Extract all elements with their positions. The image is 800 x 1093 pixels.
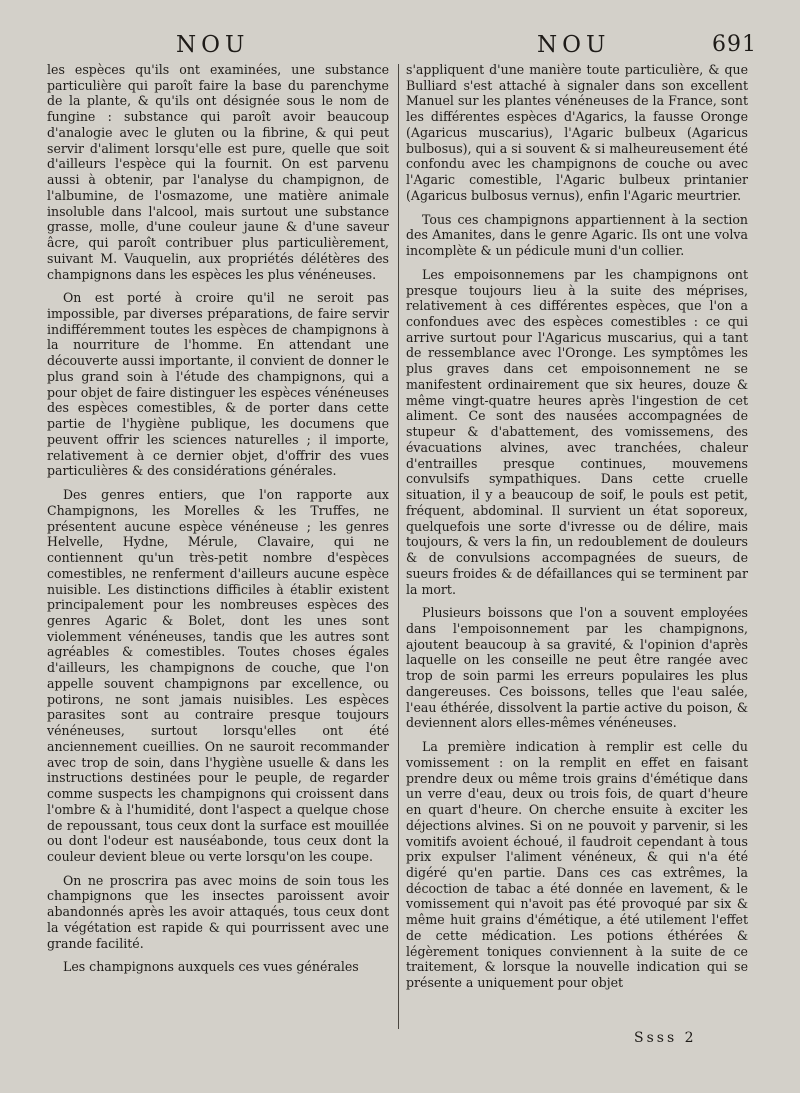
column-divider (398, 64, 399, 1029)
page-number: 691 (712, 32, 757, 57)
page-header (0, 32, 800, 62)
paragraph: On est porté à croire qu'il ne seroit pas impossible, par diverses préparations, de faire servir indifféremment toutes les espèces de champignons à la nourriture de l'homme. En attendant une découverte aussi importante, il convient de donner le plus grand soin à l'étude des champignons, qui a pour objet de faire distinguer les espèces vénéneuses des espèces comestibles, & de porter dans cette partie de l'hygiène publique, les documens que peuvent offrir les sciences naturelles ; il importe, relativement à ce dernier objet, d'offrir des vues particulières & des considérations générales. (47, 290, 389, 479)
paragraph: Les empoisonnemens par les champignons ont presque toujours lieu à la suite des méprises, relativement à ces différentes espèces, que l'on a confondues avec des espèces comestibles : ce qui arrive surtout pour l'Agaricus muscarius, qui a tant de ressemblance avec l'Oronge. Les symptômes les plus graves dans cet empoisonnement ne se manifestent ordinairement que six heures, douze & même vingt-quatre heures après l'ingestion de cet aliment. Ce sont des nausées accompagnées de stupeur & d'abattement, des vomissemens, des évacuations alvines, avec tranchées, chaleur d'entrailles presque continues, mouvemens convulsifs sympathiques. Dans cette cruelle situation, il y a beaucoup de soif, le pouls est petit, fréquent, abdominal. Il survient un état soporeux, quelquefois une sorte d'ivresse ou de délire, mais toujours, & vers la fin, un redoublement de douleurs & de convulsions accompagnées de sueurs, de sueurs froides & de défaillances qui se terminent par la mort. (406, 266, 748, 597)
signature-mark: Ssss 2 (634, 1030, 697, 1046)
paragraph: Tous ces champignons appartiennent à la section des Amanites, dans le genre Agaric. Ils ont une volva incomplète & un pédicule muni d'un collier. (406, 211, 748, 259)
running-head-right: NOU (537, 32, 611, 58)
paragraph: s'appliquent d'une manière toute particulière, & que Bulliard s'est attaché à signaler dans son excellent Manuel sur les plantes vénéneuses de la France, sont les différentes espèces d'Agarics, la fausse Oronge (Agaricus muscarius), l'Agaric bulbeux (Agaricus bulbosus), qui a si souvent & si malheureusement été confondu avec les champignons de couche ou avec l'Agaric comestible, l'Agaric bulbeux printanier (Agaricus bulbosus vernus), enfin l'Agaric meurtrier. (406, 62, 748, 203)
paragraph: Plusieurs boissons que l'on a souvent employées dans l'empoisonnement par les champignons, ajoutent beaucoup à sa gravité, & l'opinion d'après laquelle on les conseille ne peut être rangée avec trop de soin parmi les erreurs populaires les plus dangereuses. Ces boissons, telles que l'eau salée, l'eau éthérée, dissolvent la partie active du poison, & deviennent alors elles-mêmes vénéneuses. (406, 605, 748, 731)
running-head-left: NOU (176, 32, 250, 58)
right-column (406, 62, 748, 999)
paragraph: La première indication à remplir est celle du vomissement : on la remplit en effet en faisant prendre deux ou même trois grains d'émétique dans un verre d'eau, deux ou trois fois, de quart d'heure en quart d'heure. On cherche ensuite à exciter les déjections alvines. Si on ne pouvoit y parvenir, si les vomitifs avoient échoué, il faudroit cependant à tous prix expulser l'aliment vénéneux, & qui n'a été digéré qu'en partie. Dans ces cas extrêmes, la décoction de tabac a été donnée en lavement, & le vomissement qui n'avoit pas été provoqué par six & même huit grains d'émétique, a été utilement l'effet de cette médication. Les potions éthérées & légèrement toniques conviennent à la suite de ce traitement, & lorsque la nouvelle indication qui se présente a uniquement pour objet (406, 739, 748, 991)
paragraph: Les champignons auxquels ces vues générales (63, 959, 359, 975)
paragraph: Des genres entiers, que l'on rapporte aux Champignons, les Morelles & les Truffes, ne présentent aucune espèce vénéneuse ; les genres Helvelle, Hydne, Mérule, Clavaire, qui ne contiennent qu'un très-petit nombre d'espèces comestibles, ne renferment d'ailleurs aucune espèce nuisible. Les distinctions difficiles à établir existent principalement pour les nombreuses espèces des genres Agaric & Bolet, dont les unes sont violemment vénéneuses, tandis que les autres sont agréables & comestibles. Toutes choses égales d'ailleurs, les champignons de couche, que l'on appelle souvent champignons par excellence, ou potirons, ne sont jamais nuisibles. Les espèces parasites sont au contraire presque toujours vénéneuses, surtout lorsqu'elles ont été anciennement cueillies. On ne sauroit recommander avec trop de soin, dans l'hygiène usuelle & dans les instructions destinées pour le peuple, de regarder comme suspects les champignons qui croissent dans l'ombre & à l'humidité, dont l'aspect a quelque chose de repoussant, tous ceux dont la surface est mouillée ou dont l'odeur est nauséabonde, tous ceux dont la couleur devient bleue ou verte lorsqu'on les coupe. (47, 487, 389, 864)
paragraph: les espèces qu'ils ont examinées, une substance particulière qui paroît faire la base du parenchyme de la plante, & qu'ils ont désignée sous le nom de fungine : substance qui paroît avoir beaucoup d'analogie avec le gluten ou la fibrine, & qui peut servir d'aliment lorsqu'elle est pure, quelle que soit d'ailleurs l'espèce qui la fournit. On est parvenu aussi à obtenir, par l'analyse du champignon, de l'albumine, de l'osmazome, une matière animale insoluble dans l'alcool, mais surtout une substance grasse, molle, d'une couleur jaune & d'une saveur âcre, qui paroît contribuer plus particulièrement, suivant M. Vauquelin, aux propriétés délétères des champignons dans les espèces les plus vénéneuses. (47, 62, 389, 282)
left-column (47, 62, 389, 983)
paragraph: On ne proscrira pas avec moins de soin tous les champignons que les insectes paroissent avoir abandonnés après les avoir attaqués, tous ceux dont la végétation est rapide & qui pourrissent avec une grande facilité. (47, 872, 389, 951)
